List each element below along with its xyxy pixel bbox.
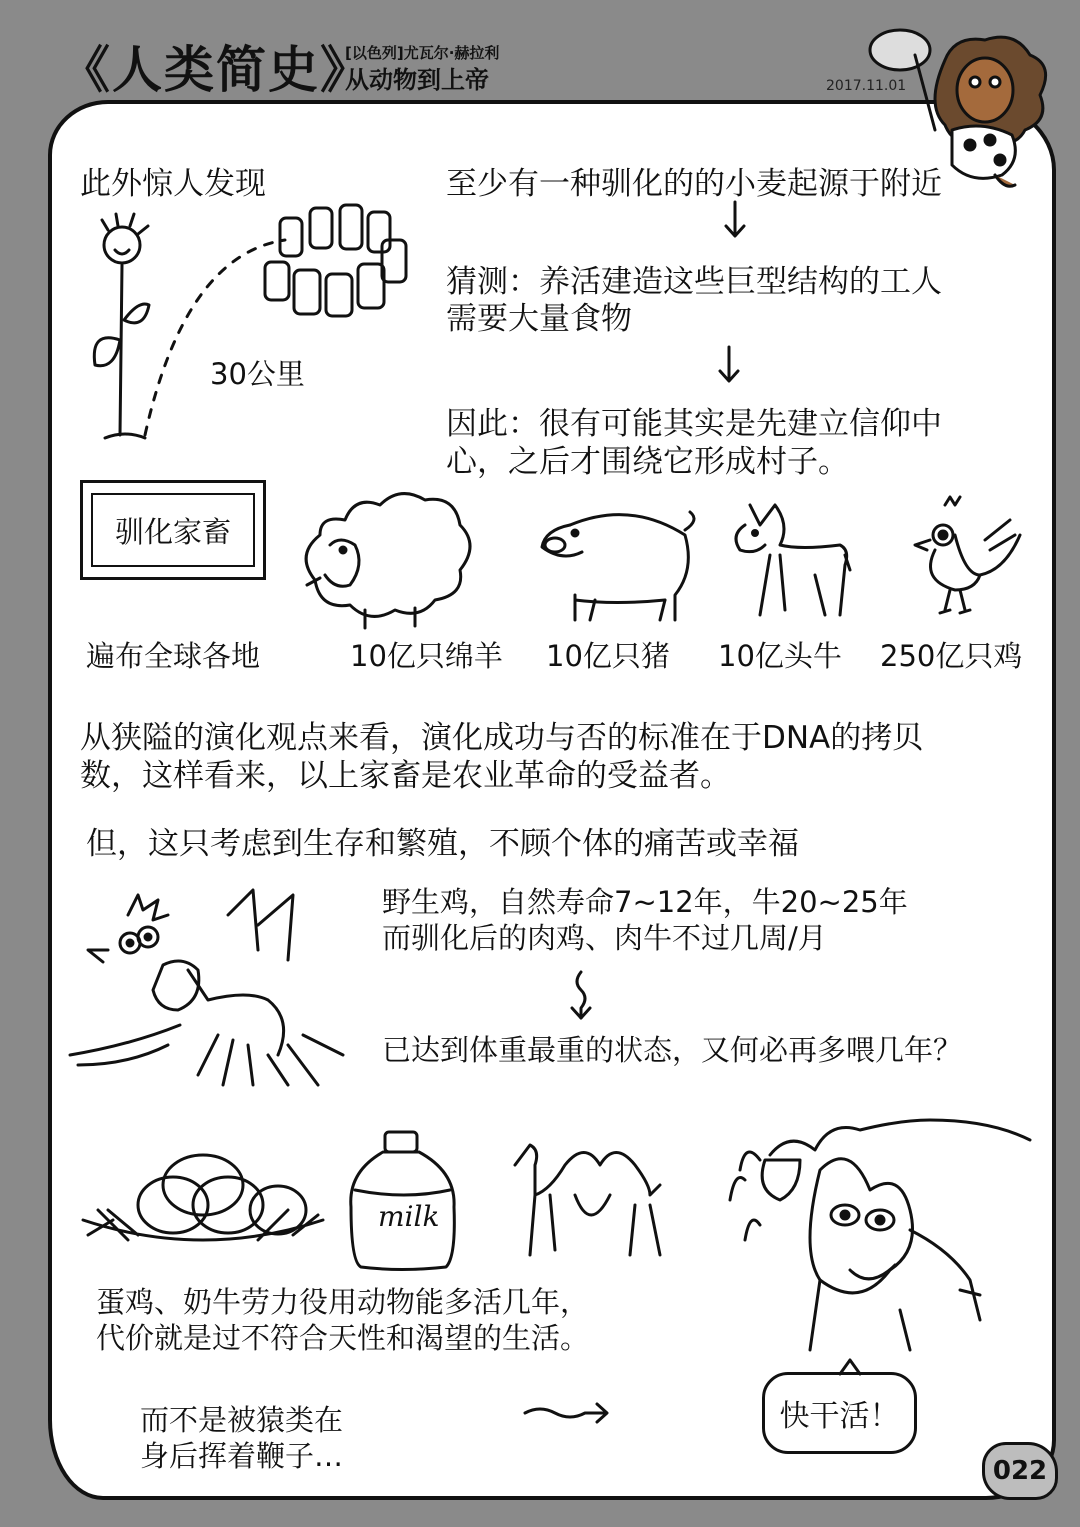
conclusion-line-2: 心，之后才围绕它形成村子。 bbox=[446, 444, 849, 480]
lifespan-question: 已达到体重最重的状态，又何必再多喂几年？ bbox=[382, 1033, 963, 1067]
speech-text: 快干活！ bbox=[779, 1399, 900, 1434]
right-arrow-icon bbox=[522, 1398, 612, 1428]
cow-icon bbox=[725, 495, 855, 620]
chicken-icon bbox=[905, 495, 1025, 620]
speech-tail-icon bbox=[836, 1356, 866, 1376]
book-title: 《人类简史》 bbox=[60, 41, 372, 99]
evolution-line-2: 数，这样看来，以上家畜是农业革命的受益者。 bbox=[80, 758, 731, 794]
down-arrow-icon bbox=[714, 345, 744, 385]
squiggle-arrow-icon bbox=[566, 970, 596, 1022]
lifespan-line-1: 野生鸡，自然寿命7~12年，牛20~25年 bbox=[382, 885, 908, 919]
livestock-box bbox=[80, 480, 266, 580]
guess-line-2: 需要大量食物 bbox=[446, 301, 632, 337]
held-chicken-icon bbox=[68, 885, 348, 1105]
sheep-icon bbox=[305, 490, 475, 630]
distance-label: 30公里 bbox=[210, 357, 305, 391]
bottom-line-1: 蛋鸡、奶牛劳力役用动物能多活几年， bbox=[96, 1285, 590, 1319]
lifespan-line-2: 而驯化后的肉鸡、肉牛不过几周/月 bbox=[382, 921, 827, 955]
but-statement: 但，这只考虑到生存和繁殖，不顾个体的痛苦或幸福 bbox=[86, 826, 799, 862]
page-number: 022 bbox=[982, 1442, 1058, 1500]
bottom-line-2: 代价就是过不符合天性和渴望的生活。 bbox=[96, 1321, 590, 1355]
egg-nest-icon bbox=[78, 1140, 328, 1260]
livestock-box-label: 驯化家畜 bbox=[91, 493, 255, 567]
date-label: 2017.11.01 bbox=[826, 78, 907, 94]
camel-icon bbox=[505, 1135, 675, 1265]
book-subtitle: 从动物到上帝 bbox=[345, 66, 489, 94]
speech-bubble bbox=[762, 1372, 917, 1454]
stone-pillars-icon bbox=[260, 200, 420, 330]
guess-line-1: 猜测：养活建造这些巨型结构的工人 bbox=[446, 264, 942, 300]
chicken-count: 250亿只鸡 bbox=[880, 639, 1023, 673]
author-name: [以色列]尤瓦尔·赫拉利 bbox=[345, 44, 500, 62]
conclusion-line-1: 因此：很有可能其实是先建立信仰中 bbox=[446, 406, 942, 442]
ape-line-2: 身后挥着鞭子… bbox=[140, 1439, 344, 1473]
wheat-origin-text: 至少有一种驯化的的小麦起源于附近 bbox=[446, 166, 942, 202]
angry-ape-icon bbox=[720, 1110, 1030, 1370]
sheep-count: 10亿只绵羊 bbox=[350, 639, 503, 673]
milk-label: milk bbox=[378, 1200, 440, 1233]
pig-count: 10亿只猪 bbox=[546, 639, 670, 673]
down-arrow-icon bbox=[720, 200, 750, 240]
evolution-line-1: 从狭隘的演化观点来看，演化成功与否的标准在于DNA的拷贝 bbox=[80, 720, 924, 756]
worldwide-label: 遍布全球各地 bbox=[86, 639, 261, 673]
discovery-heading: 此外惊人发现 bbox=[80, 166, 266, 202]
cattle-count: 10亿头牛 bbox=[718, 639, 842, 673]
pig-icon bbox=[540, 505, 700, 625]
ape-line-1: 而不是被猿类在 bbox=[140, 1403, 344, 1437]
